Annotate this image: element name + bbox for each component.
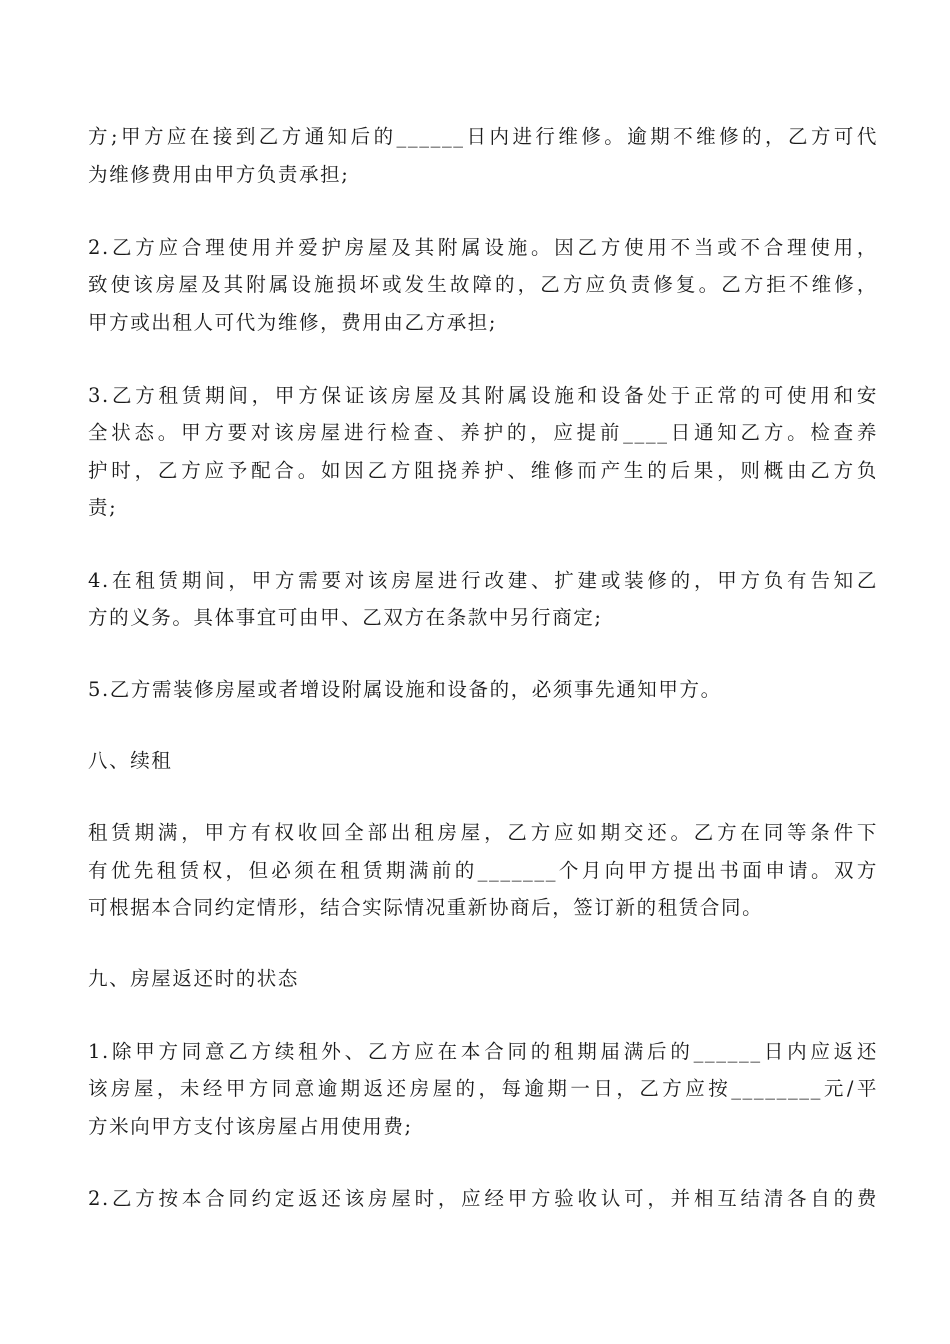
text-line: 全状态。甲方要对该房屋进行检查、养护的，应提前____日通知乙方。检查养 (88, 421, 878, 444)
text-line: 可根据本合同约定情形，结合实际情况重新协商后，签订新的租赁合同。 (88, 896, 764, 919)
text-line: 4.在租赁期间，甲方需要对该房屋进行改建、扩建或装修的，甲方负有告知乙 (88, 569, 878, 592)
text-line: 有优先租赁权，但必须在租赁期满前的_______个月向甲方提出书面申请。双方 (88, 859, 878, 882)
text-line: 1.除甲方同意乙方续租外、乙方应在本合同的租期届满后的______日内应返还 (88, 1040, 878, 1063)
text-line: 租赁期满，甲方有权收回全部出租房屋，乙方应如期交还。乙方在同等条件下 (88, 821, 878, 844)
text-line: 致使该房屋及其附属设施损坏或发生故障的，乙方应负责修复。乙方拒不维修， (88, 273, 878, 296)
text-line: 2.乙方应合理使用并爱护房屋及其附属设施。因乙方使用不当或不合理使用， (88, 236, 878, 259)
text-line: 责; (88, 496, 118, 519)
text-line: 3.乙方租赁期间，甲方保证该房屋及其附属设施和设备处于正常的可使用和安 (88, 384, 878, 407)
text-line: 方;甲方应在接到乙方通知后的______日内进行维修。逾期不维修的，乙方可代 (88, 125, 878, 148)
text-line: 2.乙方按本合同约定返还该房屋时，应经甲方验收认可，并相互结清各自的费 (88, 1187, 878, 1210)
text-line: 方米向甲方支付该房屋占用使用费; (88, 1115, 413, 1138)
text-line: 5.乙方需装修房屋或者增设附属设施和设备的，必须事先通知甲方。 (88, 678, 722, 701)
section-heading: 九、房屋返还时的状态 (88, 967, 300, 990)
text-line: 护时，乙方应予配合。如因乙方阻挠养护、维修而产生的后果，则概由乙方负 (88, 459, 878, 482)
text-line: 该房屋，未经甲方同意逾期返还房屋的，每逾期一日，乙方应按________元/平 (88, 1077, 878, 1100)
text-line: 为维修费用由甲方负责承担; (88, 163, 350, 186)
text-line: 方的义务。具体事宜可由甲、乙双方在条款中另行商定; (88, 606, 603, 629)
text-line: 甲方或出租人可代为维修，费用由乙方承担; (88, 311, 498, 334)
section-heading: 八、续租 (88, 749, 173, 772)
